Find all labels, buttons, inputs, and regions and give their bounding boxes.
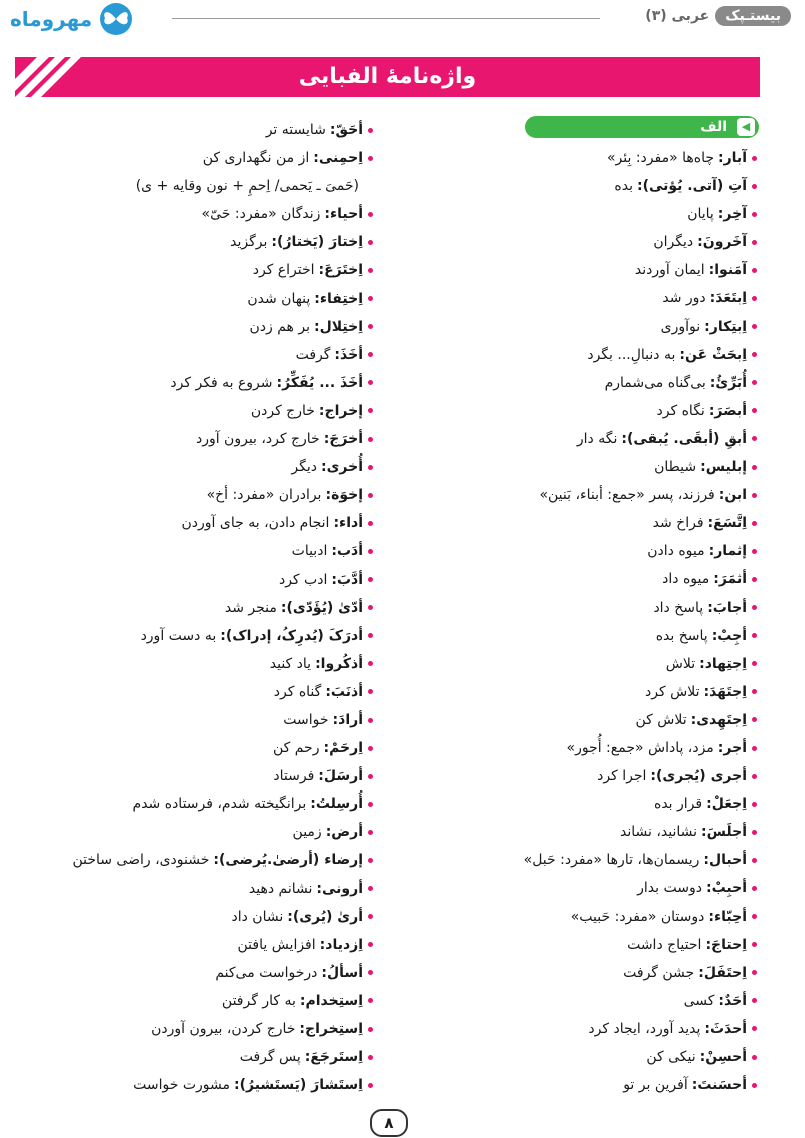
vocab-entry xyxy=(13,875,373,903)
vocab-entry xyxy=(13,509,373,537)
vocab-entry xyxy=(13,172,373,200)
vocab-entry xyxy=(13,1071,373,1099)
bullet-dot-icon xyxy=(368,352,373,357)
vocab-meaning: برانگیخته شدم، فرستاده شدم xyxy=(132,796,307,813)
vocab-entry xyxy=(502,284,757,312)
vocab-entry xyxy=(13,537,373,565)
vocab-entry xyxy=(13,650,373,678)
vocab-meaning: نوآوری xyxy=(660,318,701,335)
vocab-meaning: فرستاد xyxy=(273,768,315,785)
vocab-meaning: دیگر xyxy=(291,459,317,476)
vocab-term: أدرَکَ (یُدرِکُ، إدراک): xyxy=(220,627,363,644)
vocab-term: إبلیس: xyxy=(700,459,747,476)
vocab-term: اِجعَلْ: xyxy=(706,796,747,813)
bullet-dot-icon xyxy=(752,436,757,441)
vocab-meaning: میوه دادن xyxy=(647,543,705,560)
vocab-entry xyxy=(502,509,757,537)
bullet-dot-icon xyxy=(368,437,373,442)
vocab-term: إرضاء (أرضیٰ.یُرضی): xyxy=(213,852,363,869)
vocab-term: أریٰ (یُری): xyxy=(287,908,363,925)
vocab-meaning: به کار گرفتن xyxy=(221,992,296,1009)
vocab-term: اِختارَ (یَختارُ): xyxy=(271,234,363,251)
bullet-dot-icon xyxy=(368,296,373,301)
vocab-entry xyxy=(502,1043,757,1071)
vocab-term: اِختَرَعَ: xyxy=(318,262,363,279)
vocab-entry xyxy=(13,116,373,144)
vocab-meaning: نیکی کن xyxy=(646,1049,696,1065)
bullet-dot-icon xyxy=(368,661,373,666)
bullet-dot-icon xyxy=(368,746,373,751)
vocab-meaning: احتیاج داشت xyxy=(627,936,702,953)
vocab-entry xyxy=(502,565,757,593)
bullet-dot-icon xyxy=(752,746,757,751)
vocab-meaning: دوست بدار xyxy=(637,880,702,897)
bullet-dot-icon xyxy=(752,380,757,385)
vocab-meaning: گناه کرد xyxy=(273,683,322,700)
bullet-dot-icon xyxy=(752,689,757,694)
bullet-dot-icon xyxy=(752,1083,757,1088)
bullet-dot-icon xyxy=(368,408,373,413)
vocab-term: أجابَ: xyxy=(707,599,747,616)
vocab-term: أرسَلَ: xyxy=(318,768,363,785)
brand xyxy=(10,2,136,36)
vocab-meaning: به دنبالِ... بگرد xyxy=(587,346,676,363)
bullet-dot-icon xyxy=(752,886,757,891)
vocab-term: أحبِبْ: xyxy=(705,880,747,897)
vocab-entry xyxy=(502,678,757,706)
vocab-entry xyxy=(502,790,757,818)
vocab-meaning: شیطان xyxy=(654,459,697,476)
vocab-term: اِزدیاد: xyxy=(319,936,363,953)
bullet-dot-icon xyxy=(368,324,373,329)
vocab-term: آتِ (آتی. یُؤتی): xyxy=(636,178,747,195)
bullet-dot-icon xyxy=(368,774,373,779)
section-letter: الف xyxy=(700,119,727,135)
bullet-dot-icon xyxy=(752,212,757,217)
bullet-dot-icon xyxy=(752,465,757,470)
vocab-meaning: خشنودی، راضی ساختن xyxy=(72,852,210,869)
bullet-dot-icon xyxy=(368,802,373,807)
bullet-dot-icon xyxy=(368,886,373,891)
vocab-meaning: دور شد xyxy=(662,290,706,307)
vocab-entry xyxy=(13,566,373,594)
vocab-meaning: آفرین بر تو xyxy=(623,1077,688,1094)
vocab-term: أدَب: xyxy=(331,543,363,560)
right-word-list xyxy=(502,144,757,1099)
vocab-meaning: خارج کرد، بیرون آورد xyxy=(195,431,320,448)
bullet-dot-icon xyxy=(368,156,373,161)
bullet-dot-icon xyxy=(752,942,757,947)
bullet-dot-icon xyxy=(368,858,373,863)
vocab-entry xyxy=(502,200,757,228)
vocab-term: أداء: xyxy=(333,515,363,532)
vocab-meaning: نشانید، نشاند xyxy=(620,824,697,841)
vocab-meaning: پایان xyxy=(687,206,714,223)
header-rule xyxy=(172,18,600,19)
vocab-entry xyxy=(502,650,757,678)
bullet-dot-icon xyxy=(368,380,373,385)
vocab-term: اِختِلال: xyxy=(314,318,363,335)
bullet-dot-icon xyxy=(752,296,757,301)
vocab-meaning: (حَمیَ ـ یَحمی/ اِحمِ + نون وقایه + ی) xyxy=(135,178,359,195)
bullet-dot-icon xyxy=(368,549,373,554)
vocab-meaning: ریسمان‌ها، تارها «مفرد: حَبل» xyxy=(523,852,700,869)
vocab-meaning: شروع به فکر کرد xyxy=(170,374,273,391)
bullet-dot-icon xyxy=(368,128,373,133)
vocab-entry xyxy=(502,313,757,341)
vocab-term: أخَذَ ... یُفَکِّرُ: xyxy=(276,374,363,391)
vocab-meaning: پاسخ بده xyxy=(655,627,708,644)
vocab-term: أُرسِلتُ: xyxy=(310,796,363,813)
vocab-term: أخرَجَ: xyxy=(323,431,363,448)
vocab-entry xyxy=(502,481,757,509)
vocab-entry xyxy=(13,144,373,172)
vocab-term: إخراج: xyxy=(318,402,363,419)
vocab-entry xyxy=(13,594,373,622)
vocab-entry xyxy=(502,959,757,987)
vocab-term: اِستَرجَعَ: xyxy=(304,1049,363,1066)
vocab-entry xyxy=(13,397,373,425)
vocab-entry xyxy=(502,228,757,256)
vocab-meaning: فراخ شد xyxy=(652,515,704,532)
vocab-entry xyxy=(502,144,757,172)
vocab-entry xyxy=(502,397,757,425)
bullet-dot-icon xyxy=(752,774,757,779)
vocab-entry xyxy=(13,846,373,874)
vocab-term: ابن: xyxy=(718,487,747,504)
vocab-term: أرض: xyxy=(325,824,363,841)
vocab-entry xyxy=(502,734,757,762)
vocab-entry xyxy=(13,734,373,762)
vocab-meaning: بده xyxy=(614,178,633,195)
bullet-dot-icon xyxy=(752,802,757,807)
bullet-dot-icon xyxy=(752,717,757,722)
vocab-meaning: نشان داد xyxy=(231,908,284,925)
vocab-entry xyxy=(502,172,757,200)
bullet-dot-icon xyxy=(368,1055,373,1060)
vocab-meaning: نگه دار xyxy=(576,430,618,447)
vocab-entry xyxy=(13,313,373,341)
vocab-entry xyxy=(13,425,373,453)
vocab-entry xyxy=(502,1071,757,1099)
page-number: ۸ xyxy=(370,1109,408,1137)
bullet-dot-icon xyxy=(752,970,757,975)
vocab-term: أرونی: xyxy=(316,880,363,897)
vocab-term: أحَقّ: xyxy=(329,122,363,138)
butterfly-logo-icon xyxy=(96,2,136,36)
bullet-dot-icon xyxy=(368,577,373,582)
vocab-entry xyxy=(13,341,373,369)
bullet-dot-icon xyxy=(752,830,757,835)
vocab-meaning: مزد، پاداش «جمع: أُجور» xyxy=(566,739,714,756)
vocab-entry xyxy=(13,790,373,818)
vocab-entry xyxy=(502,256,757,284)
vocab-term: أرادَ: xyxy=(332,711,363,728)
vocab-entry xyxy=(13,1043,373,1071)
bullet-dot-icon xyxy=(752,1026,757,1031)
vocab-meaning: درخواست می‌کنم xyxy=(215,964,318,981)
vocab-entry xyxy=(13,481,373,509)
vocab-entry xyxy=(13,228,373,256)
vocab-meaning: فرزند، پسر «جمع: أبناء، بَنین» xyxy=(539,487,715,504)
vocab-term: أجری (یُجری): xyxy=(650,768,747,785)
vocab-entry xyxy=(502,622,757,650)
vocab-term: آخِر: xyxy=(717,206,747,223)
vocab-meaning: ایمان آوردند xyxy=(634,262,705,279)
vocab-meaning: دیگران xyxy=(653,234,694,251)
vocab-meaning: خارج کردن xyxy=(250,402,315,419)
vocab-meaning: نگاه کرد xyxy=(656,402,705,419)
vocab-meaning: اجرا کرد xyxy=(597,768,647,785)
bullet-dot-icon xyxy=(368,212,373,217)
vocab-meaning: گرفت xyxy=(295,346,331,363)
series-badge: بیستـپک xyxy=(715,6,791,26)
bullet-dot-icon xyxy=(752,605,757,610)
vocab-meaning: کسی xyxy=(683,992,715,1009)
bullet-dot-icon xyxy=(752,661,757,666)
vocab-term: اِجتَهِدی: xyxy=(690,711,747,728)
vocab-meaning: رحم کن xyxy=(272,740,320,757)
section-header xyxy=(525,116,759,138)
vocab-entry xyxy=(502,874,757,902)
vocab-entry xyxy=(13,818,373,846)
vocab-entry xyxy=(13,256,373,284)
vocab-term: أخَذَ: xyxy=(334,346,363,363)
vocab-entry xyxy=(502,931,757,959)
bullet-dot-icon xyxy=(752,352,757,357)
vocab-term: أدَّبَ: xyxy=(331,571,363,588)
vocab-meaning: ادب کرد xyxy=(278,571,328,588)
bullet-dot-icon xyxy=(368,689,373,694)
bullet-dot-icon xyxy=(368,493,373,498)
vocab-term: أحیاء: xyxy=(324,206,363,223)
vocab-meaning: شایسته تر xyxy=(265,122,326,138)
vocab-term: آبار: xyxy=(718,150,747,166)
vocab-term: آمَنوا: xyxy=(708,262,747,279)
bullet-dot-icon xyxy=(368,521,373,526)
vocab-term: أحسَنتَ: xyxy=(691,1077,747,1094)
vocab-meaning: میوه داد xyxy=(662,571,710,588)
vocab-meaning: نشانم دهید xyxy=(248,880,313,897)
bullet-dot-icon xyxy=(368,605,373,610)
vocab-term: اِتَّسَعَ: xyxy=(707,515,747,532)
vocab-meaning: پدید آورد، ایجاد کرد xyxy=(588,1020,701,1037)
vocab-term: اِستِخراج: xyxy=(299,1021,363,1037)
bullet-dot-icon xyxy=(752,184,757,189)
vocab-entry xyxy=(13,706,373,734)
vocab-term: أسألُ: xyxy=(321,964,363,981)
bullet-dot-icon xyxy=(752,633,757,638)
vocab-meaning: تلاش کرد xyxy=(645,683,700,700)
vocab-entry xyxy=(13,285,373,313)
vocab-term: اِبتِکار: xyxy=(704,318,747,335)
vocab-entry xyxy=(502,903,757,931)
vocab-term: أحَدٌ: xyxy=(718,992,747,1009)
vocab-term: اِجتِهاد: xyxy=(699,655,747,672)
bullet-dot-icon xyxy=(368,633,373,638)
brand-name: مهروماه xyxy=(10,7,93,31)
vocab-term: أحسِنْ: xyxy=(699,1049,747,1065)
vocab-term: اِبتَعَدَ: xyxy=(709,290,747,307)
bullet-dot-icon xyxy=(752,998,757,1003)
vocab-entry xyxy=(13,1015,373,1043)
bullet-dot-icon xyxy=(752,408,757,413)
bullet-dot-icon xyxy=(368,240,373,245)
vocab-term: اِستِخدام: xyxy=(299,992,363,1009)
vocab-entry xyxy=(502,846,757,874)
vocab-entry xyxy=(13,453,373,481)
vocab-entry xyxy=(13,200,373,228)
vocab-meaning: چاه‌ها «مفرد: بِئر» xyxy=(606,150,715,166)
vocab-term: أُخری: xyxy=(320,459,363,476)
bullet-dot-icon xyxy=(368,1027,373,1032)
vocab-entry xyxy=(502,762,757,790)
vocab-meaning: بر هم زدن xyxy=(249,318,311,335)
vocab-meaning: یاد کنید xyxy=(269,655,312,672)
vocab-entry xyxy=(13,369,373,397)
vocab-term: أذنَبَ: xyxy=(325,683,363,700)
vocab-term: أذکُروا: xyxy=(315,655,363,672)
vocab-term: إثمار: xyxy=(708,543,747,560)
vocab-entry xyxy=(13,762,373,790)
bullet-dot-icon xyxy=(752,156,757,161)
bullet-dot-icon xyxy=(368,465,373,470)
vocab-meaning: جشن گرفت xyxy=(623,964,695,981)
vocab-term: أُبَرِّئُ: xyxy=(709,374,747,391)
vocab-entry xyxy=(502,706,757,734)
vocab-meaning: قرار بده xyxy=(654,796,703,813)
vocab-term: أحِبّاء: xyxy=(708,908,747,925)
vocab-term: أجِبْ: xyxy=(711,627,747,644)
vocab-term: إخوَة: xyxy=(325,487,363,504)
bullet-dot-icon xyxy=(752,324,757,329)
vocab-entry xyxy=(13,931,373,959)
bullet-dot-icon xyxy=(368,914,373,919)
bullet-dot-icon xyxy=(752,914,757,919)
vocab-meaning: پس گرفت xyxy=(239,1049,301,1066)
bullet-dot-icon xyxy=(752,493,757,498)
vocab-entry xyxy=(502,341,757,369)
vocab-entry xyxy=(502,987,757,1015)
vocab-entry xyxy=(502,425,757,453)
vocab-term: آخَرونَ: xyxy=(697,234,747,251)
triangle-left-icon: ◀ xyxy=(737,118,755,136)
vocab-meaning: انجام دادن، به جای آوردن xyxy=(181,515,330,532)
vocab-term: اِحتاجَ: xyxy=(705,936,747,953)
vocab-meaning: ادبیات xyxy=(291,543,328,560)
vocab-meaning: برگزید xyxy=(230,234,268,251)
vocab-entry xyxy=(502,594,757,622)
bullet-dot-icon xyxy=(752,549,757,554)
bullet-dot-icon xyxy=(752,521,757,526)
bullet-dot-icon xyxy=(368,718,373,723)
vocab-entry xyxy=(13,678,373,706)
title-banner xyxy=(15,57,760,97)
vocab-meaning: مشورت خواست xyxy=(133,1077,230,1094)
vocab-meaning: بی‌گناه می‌شمارم xyxy=(604,374,706,391)
vocab-meaning: خواست xyxy=(283,711,329,728)
vocab-term: أحدَثَ: xyxy=(704,1020,747,1037)
bullet-dot-icon xyxy=(752,577,757,582)
vocab-meaning: تلاش xyxy=(665,655,696,672)
vocab-entry xyxy=(502,537,757,565)
bullet-dot-icon xyxy=(752,268,757,273)
vocab-meaning: زندگان «مفرد: حَیّ» xyxy=(201,206,321,223)
bullet-dot-icon xyxy=(368,970,373,975)
vocab-entry xyxy=(502,453,757,481)
bullet-dot-icon xyxy=(368,942,373,947)
bullet-dot-icon xyxy=(368,1083,373,1088)
vocab-term: أبصَرَ: xyxy=(708,402,747,419)
book-series xyxy=(645,6,791,26)
vocab-entry xyxy=(13,903,373,931)
vocab-term: أبقِ (أبقَی. یُبقی): xyxy=(621,430,747,447)
vocab-entry xyxy=(502,818,757,846)
vocab-term: اِحمِنی: xyxy=(313,150,363,167)
page-header xyxy=(0,0,805,44)
vocab-meaning: اختراع کرد xyxy=(252,262,315,279)
vocab-term: اِبحَثْ عَن: xyxy=(679,346,747,363)
vocab-entry xyxy=(13,959,373,987)
vocab-meaning: برادران «مفرد: أخ» xyxy=(206,487,322,504)
vocab-meaning: منجر شد xyxy=(224,599,277,616)
vocab-term: اِستَشارَ (یَستَشیرُ): xyxy=(233,1077,363,1094)
vocab-meaning: افزایش یافتن xyxy=(237,936,316,953)
vocab-term: أجلَسَ: xyxy=(701,824,747,841)
bullet-dot-icon xyxy=(752,858,757,863)
vocab-entry xyxy=(13,987,373,1015)
page-title: واژه‌نامهٔ الفبایی xyxy=(298,64,477,89)
vocab-term: أدّیٰ (یُؤَدّی): xyxy=(280,599,363,616)
vocab-term: اِحتَفَلَ: xyxy=(698,964,747,981)
vocab-meaning: دوستان «مفرد: حَبیب» xyxy=(570,908,705,925)
vocab-term: اِختِفاء: xyxy=(314,290,363,307)
bullet-dot-icon xyxy=(368,268,373,273)
vocab-term: أجر: xyxy=(717,739,747,756)
vocab-term: اِجتَهَدَ: xyxy=(703,683,747,700)
subject-label: عربی (۳) xyxy=(645,8,710,24)
bullet-dot-icon xyxy=(368,830,373,835)
vocab-entry xyxy=(502,1015,757,1043)
bullet-dot-icon xyxy=(368,998,373,1003)
vocab-term: أثمَرَ: xyxy=(713,571,747,588)
vocab-meaning: از من نگهداری کن xyxy=(202,150,310,167)
vocab-meaning: خارج کردن، بیرون آوردن xyxy=(151,1021,296,1037)
left-word-list xyxy=(13,116,373,1099)
vocab-meaning: زمین xyxy=(292,824,322,841)
vocab-meaning: به دست آورد xyxy=(140,627,217,644)
vocab-term: اِرحَمْ: xyxy=(323,740,363,757)
vocab-meaning: تلاش کن xyxy=(635,711,687,728)
bullet-dot-icon xyxy=(752,240,757,245)
vocab-term: أحبال: xyxy=(703,852,747,869)
vocab-entry xyxy=(13,622,373,650)
vocab-meaning: پنهان شدن xyxy=(247,290,311,307)
vocab-entry xyxy=(502,369,757,397)
vocab-meaning: پاسخ داد xyxy=(653,599,704,616)
bullet-dot-icon xyxy=(752,1055,757,1060)
